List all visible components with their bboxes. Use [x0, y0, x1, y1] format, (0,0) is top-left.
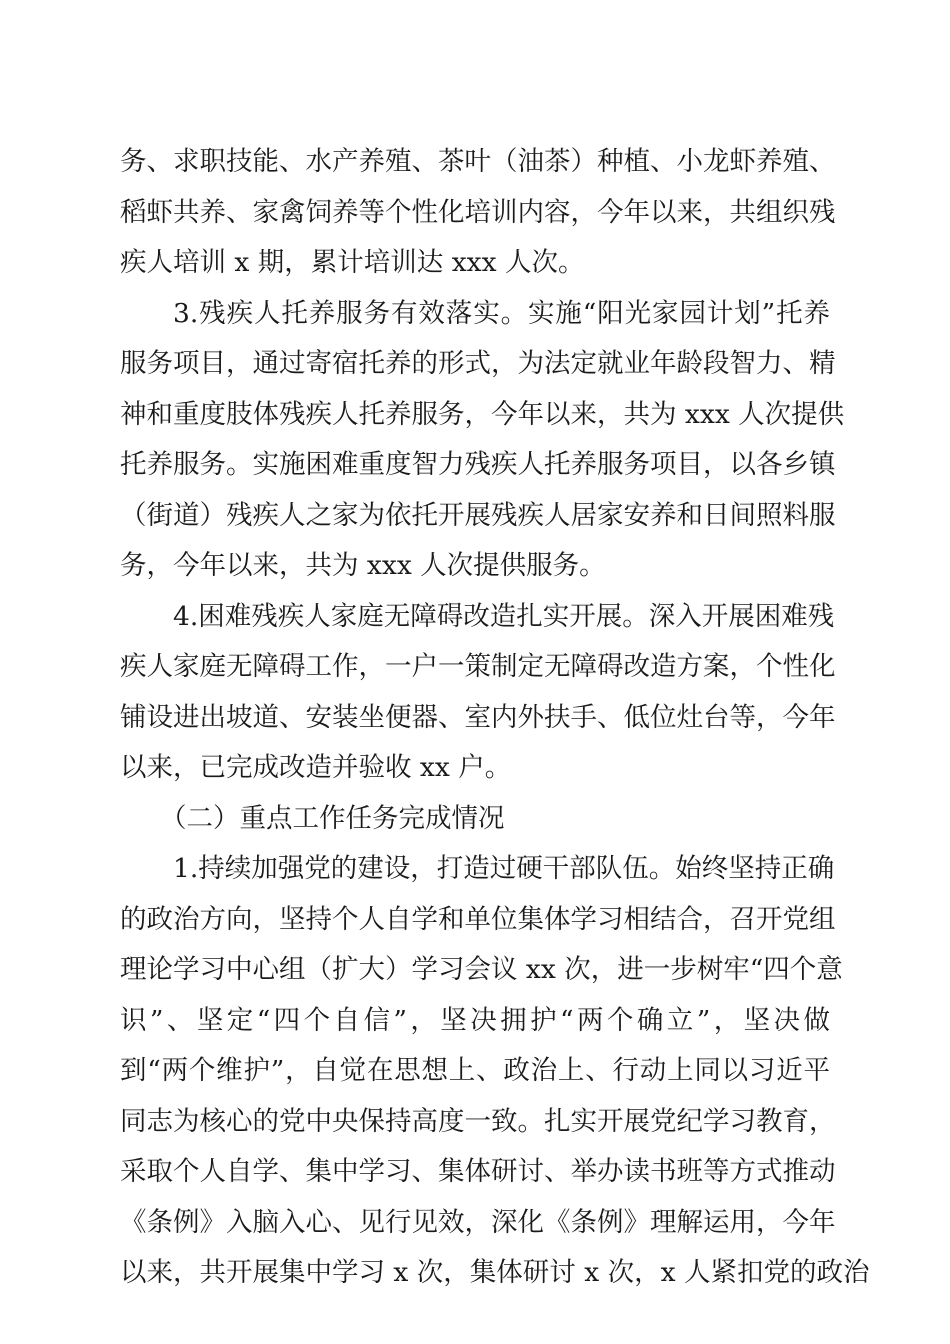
- paragraph-line: 以来，已完成改造并验收 xx 户。: [120, 752, 512, 783]
- paragraph-line: 《条例》入脑入心、见行见效，深化《条例》理解运用，今年: [120, 1206, 836, 1238]
- paragraph-line: 稻虾共养、家禽饲养等个性化培训内容，今年以来，共组织残: [120, 196, 836, 228]
- paragraph-line: 铺设进出坡道、安装坐便器、室内外扶手、低位灶台等，今年: [120, 701, 836, 733]
- paragraph-line: 的政治方向，坚持个人自学和单位集体学习相结合，召开党组: [120, 903, 836, 935]
- paragraph-line: 到“两个维护”，自觉在思想上、政治上、行动上同以习近平: [120, 1055, 830, 1086]
- document-body: [120, 137, 870, 1299]
- paragraph-line: 疾人家庭无障碍工作，一户一策制定无障碍改造方案，个性化: [120, 651, 836, 682]
- paragraph-line: 务、求职技能、水产养殖、茶叶（油茶）种植、小龙虾养殖、: [120, 146, 836, 177]
- paragraph-line: 1.持续加强党的建设，打造过硬干部队伍。始终坚持正确: [173, 853, 835, 884]
- paragraph-line: 同志为核心的党中央保持高度一致。扎实开展党纪学习教育，: [120, 1105, 836, 1137]
- section-heading: （二）重点工作任务完成情况: [160, 802, 505, 834]
- paragraph-line: 4.困难残疾人家庭无障碍改造扎实开展。深入开展困难残: [173, 600, 835, 632]
- paragraph-line: 务，今年以来，共为 xxx 人次提供服务。: [120, 550, 606, 581]
- paragraph-line: 神和重度肢体残疾人托养服务，今年以来，共为 xxx 人次提供: [120, 398, 845, 430]
- paragraph-line: 理论学习中心组（扩大）学习会议 xx 次，进一步树牢“四个意: [120, 954, 843, 985]
- paragraph-line: 采取个人自学、集中学习、集体研讨、举办读书班等方式推动: [120, 1156, 836, 1187]
- paragraph-line: 3.残疾人托养服务有效落实。实施“阳光家园计划”托养: [173, 297, 830, 329]
- paragraph-line: 服务项目，通过寄宿托养的形式，为法定就业年龄段智力、精: [120, 348, 836, 379]
- paragraph-line: 识”、坚定“四个自信”，坚决拥护“两个确立”，坚决做: [120, 1004, 830, 1036]
- paragraph-line: （街道）残疾人之家为依托开展残疾人居家安养和日间照料服: [120, 499, 836, 531]
- paragraph-line: 托养服务。实施困难重度智力残疾人托养服务项目，以各乡镇: [120, 449, 836, 480]
- paragraph-line: 疾人培训 x 期，累计培训达 xxx 人次。: [120, 247, 585, 278]
- paragraph-line: 以来，共开展集中学习 x 次，集体研讨 x 次，x 人紧扣党的政治: [120, 1257, 870, 1288]
